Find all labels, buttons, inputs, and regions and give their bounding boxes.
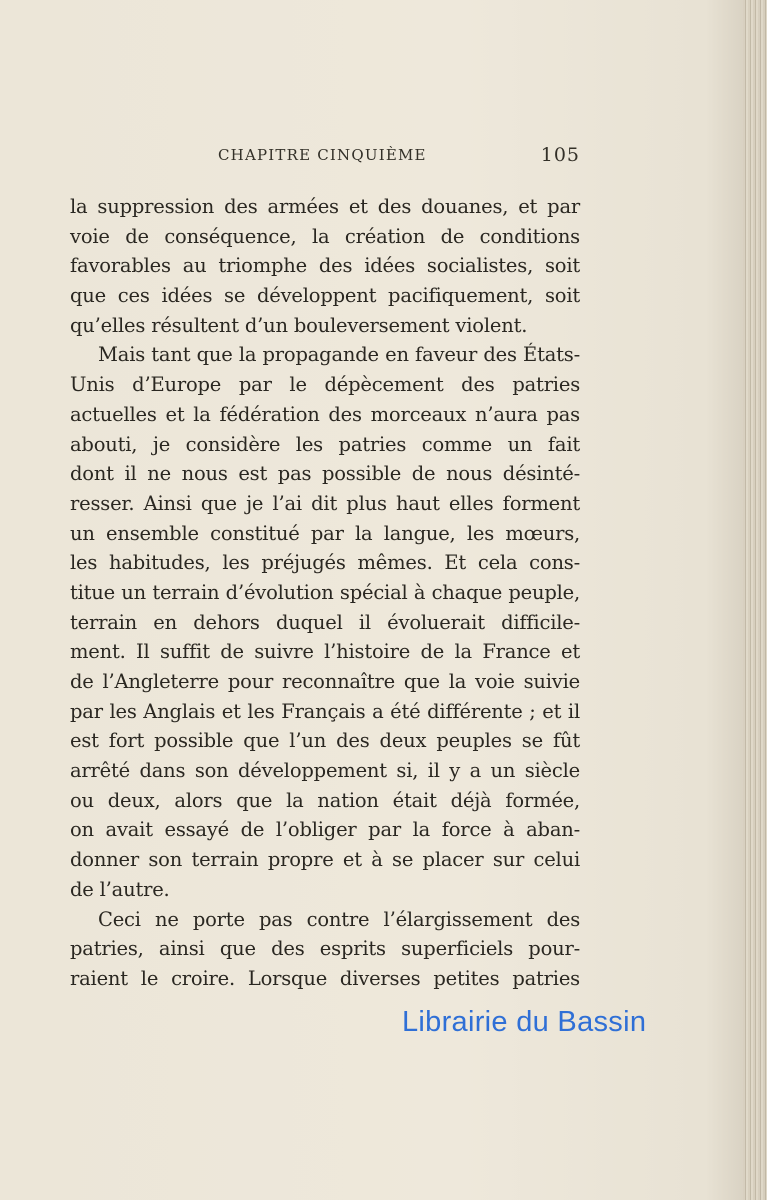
text-line: resser. Ainsi que je l’ai dit plus haut elles forment bbox=[70, 491, 580, 515]
text-line: Unis d’Europe par le dépècement des patries bbox=[70, 373, 580, 397]
text-line: terrain en dehors duquel il évoluerait difficile- bbox=[70, 610, 580, 634]
text-line: abouti, je considère les patries comme un fait bbox=[70, 432, 580, 456]
text-line: un ensemble constitué par la langue, les mœurs, bbox=[70, 521, 580, 545]
text-line: est fort possible que l’un des deux peuples se fût bbox=[70, 729, 580, 753]
text-line: voie de conséquence, la création de conditions bbox=[70, 224, 580, 248]
page-number: 105 bbox=[540, 144, 580, 166]
text-line: dont il ne nous est pas possible de nous désinté- bbox=[70, 462, 580, 486]
running-title: CHAPITRE CINQUIÈME bbox=[218, 146, 427, 164]
text-line: Ceci ne porte pas contre l’élargissement des bbox=[98, 907, 580, 931]
text-line: par les Anglais et les Français a été différente ; et il bbox=[70, 699, 580, 723]
text-line: on avait essayé de l’obliger par la force à aban- bbox=[70, 818, 580, 842]
body-text bbox=[70, 192, 580, 994]
watermark: Librairie du Bassin bbox=[402, 1006, 647, 1038]
text-line: ment. Il suffit de suivre l’histoire de la France et bbox=[70, 640, 580, 664]
text-line: donner son terrain propre et à se placer sur celui bbox=[70, 848, 580, 872]
text-line: les habitudes, les préjugés mêmes. Et cela cons- bbox=[70, 551, 580, 575]
text-line: de l’Angleterre pour reconnaître que la voie suivie bbox=[70, 670, 580, 693]
text-line: que ces idées se développent pacifiquement, soit bbox=[70, 284, 580, 308]
text-line: patries, ainsi que des esprits superficiels pour- bbox=[70, 937, 580, 961]
text-line: ou deux, alors que la nation était déjà formée, bbox=[70, 788, 580, 812]
text-line: la suppression des armées et des douanes, et par bbox=[70, 195, 580, 218]
running-head bbox=[70, 146, 580, 172]
text-line: qu’elles résultent d’un bouleversement violent. bbox=[70, 313, 528, 337]
page-edge bbox=[743, 0, 767, 1200]
text-line: Mais tant que la propagande en faveur des États- bbox=[98, 343, 580, 367]
text-line: raient le croire. Lorsque diverses petites patries bbox=[70, 966, 580, 990]
text-line: titue un terrain d’évolution spécial à chaque peuple, bbox=[70, 580, 580, 604]
text-line: actuelles et la fédération des morceaux n’aura pas bbox=[70, 402, 580, 426]
text-line: favorables au triomphe des idées socialistes, soit bbox=[70, 254, 580, 278]
text-line: de l’autre. bbox=[70, 877, 170, 901]
text-line: arrêté dans son développement si, il y a un siècle bbox=[70, 759, 580, 783]
